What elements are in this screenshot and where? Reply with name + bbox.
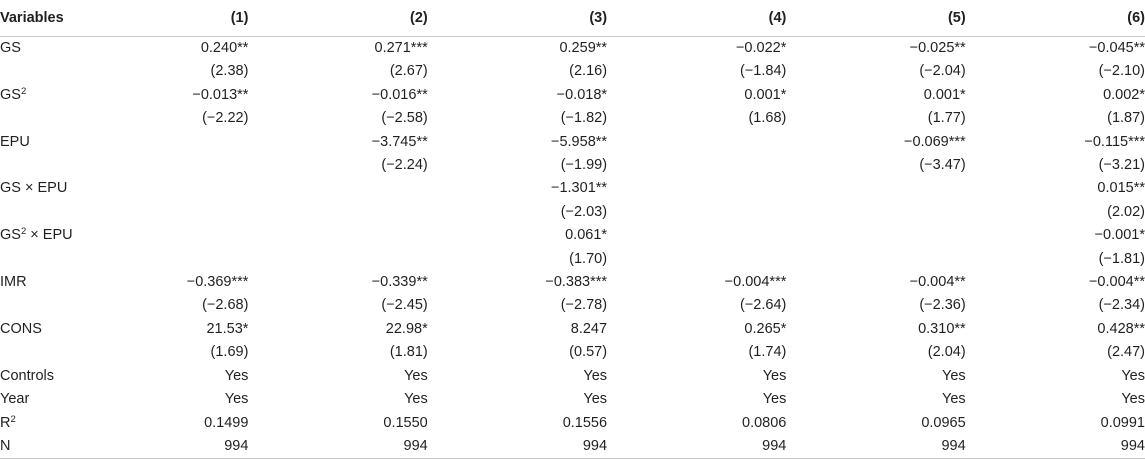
table-cell-model-6: 0.002* <box>1103 86 1145 103</box>
row-label <box>0 154 140 177</box>
table-cell-model-4: 0.0806 <box>742 414 787 431</box>
table-cell-model-5: −0.069*** <box>903 133 966 150</box>
table-cell-model-4 <box>607 224 786 247</box>
table-cell-model-2: Yes <box>404 391 428 408</box>
table-cell-model-3: (−1.82) <box>560 110 608 127</box>
table-cell-model-4 <box>607 177 786 200</box>
table-cell-model-5: −0.025** <box>909 40 966 56</box>
column-header-model-5: (5) <box>786 0 965 37</box>
table-cell-model-6: 994 <box>966 435 1145 459</box>
table-cell-model-1 <box>140 224 248 247</box>
table-cell-model-1: (1.69) <box>210 344 249 361</box>
table-cell-model-4: Yes <box>762 391 787 408</box>
table-header <box>0 0 1145 37</box>
row-label-text: N <box>0 437 11 454</box>
table-cell-model-4 <box>607 131 786 154</box>
table-cell-model-1 <box>140 131 248 154</box>
column-header-model-4: (4) <box>607 0 786 37</box>
table-cell-model-1: (−2.68) <box>202 297 249 314</box>
table-row <box>0 435 1145 459</box>
table-cell-model-4: Yes <box>762 367 787 384</box>
table-cell-model-3: 8.247 <box>570 320 608 337</box>
row-label <box>0 435 140 459</box>
table-cell-model-3: Yes <box>583 367 608 384</box>
table-cell-model-3: (−1.99) <box>560 157 608 174</box>
table-cell-model-2: (−2.58) <box>381 110 428 127</box>
row-label-superscript: 2 <box>20 85 27 97</box>
table-row <box>0 412 1145 435</box>
table-row <box>0 84 1145 107</box>
table-row <box>0 37 1145 61</box>
table-cell-model-4: (1.74) <box>748 344 787 361</box>
table-cell-model-2: 22.98* <box>385 320 428 337</box>
row-label <box>0 107 140 130</box>
table-cell-model-1: 21.53* <box>206 320 249 337</box>
column-header-variables: Variables <box>0 0 140 37</box>
table-row <box>0 341 1145 364</box>
table-cell-model-5: (2.04) <box>927 344 966 361</box>
column-header-model-1: (1) <box>140 0 248 37</box>
row-label <box>0 201 140 224</box>
table-cell-model-3: 0.061* <box>565 227 608 244</box>
table-row <box>0 177 1145 200</box>
table-cell-model-5 <box>786 224 965 247</box>
row-label <box>0 271 140 294</box>
row-label <box>0 84 140 107</box>
row-label <box>0 318 140 341</box>
table-cell-model-4: (−2.64) <box>740 297 787 314</box>
table-cell-model-1: 0.1499 <box>204 414 249 431</box>
row-label-superscript: 2 <box>10 413 16 425</box>
table-cell-model-1 <box>140 154 248 177</box>
table-cell-model-5: 0.001* <box>923 86 966 103</box>
table-cell-model-3: 0.1556 <box>562 414 608 431</box>
table-cell-model-6: −0.115*** <box>1084 133 1145 150</box>
table-cell-model-5 <box>786 201 965 224</box>
table-cell-model-6: 0.015** <box>1097 180 1145 197</box>
table-cell-model-6: (−2.10) <box>1098 63 1145 80</box>
table-row <box>0 388 1145 411</box>
row-label-text: EPU <box>0 133 30 150</box>
table-cell-model-5: 994 <box>786 435 965 459</box>
row-label <box>0 412 140 435</box>
row-label-text: CONS <box>0 320 42 337</box>
table-cell-model-5: −0.004** <box>909 274 966 291</box>
row-label-text: GS <box>0 86 21 103</box>
row-label-text: GS <box>0 227 21 244</box>
column-header-model-6: (6) <box>966 0 1145 37</box>
table-cell-model-2: −0.016** <box>371 86 428 103</box>
table-cell-model-6: −0.001* <box>1094 227 1145 244</box>
table-cell-model-3: (2.16) <box>569 63 608 80</box>
table-cell-model-1: (2.38) <box>210 63 249 80</box>
table-cell-model-5: (−2.36) <box>919 297 966 314</box>
table-row <box>0 294 1145 317</box>
table-row <box>0 224 1145 247</box>
table-cell-model-5: Yes <box>942 391 966 408</box>
table-cell-model-4: (1.68) <box>748 110 787 127</box>
table-row <box>0 271 1145 294</box>
table-row <box>0 201 1145 224</box>
table-cell-model-5: (1.77) <box>927 110 966 127</box>
row-label <box>0 388 140 411</box>
table-cell-model-3: (0.57) <box>569 344 608 361</box>
table-row <box>0 318 1145 341</box>
row-label-tail: × EPU <box>26 227 73 244</box>
table-row <box>0 60 1145 83</box>
table-row <box>0 131 1145 154</box>
table-cell-model-1 <box>140 248 248 271</box>
table-cell-model-2: −0.339** <box>371 274 428 291</box>
table-cell-model-3: −0.383*** <box>545 274 608 291</box>
row-label <box>0 248 140 271</box>
table-cell-model-4 <box>607 248 786 271</box>
row-label <box>0 224 140 247</box>
table-cell-model-6: 0.428** <box>1097 320 1145 337</box>
row-label <box>0 60 140 83</box>
table-cell-model-2: 0.1550 <box>383 414 428 431</box>
table-row <box>0 248 1145 271</box>
table-cell-model-3: Yes <box>583 391 608 408</box>
table-cell-model-4: −0.004*** <box>724 274 787 291</box>
table-cell-model-5 <box>786 177 965 200</box>
table-cell-model-1: 0.240** <box>200 40 249 56</box>
table-cell-model-4: 0.001* <box>744 86 787 103</box>
table-cell-model-4 <box>607 201 786 224</box>
row-label <box>0 177 140 200</box>
row-label-text: Year <box>0 391 30 408</box>
table-cell-model-6: (−2.34) <box>1098 297 1145 314</box>
column-header-model-3: (3) <box>428 0 607 37</box>
row-label-text: R <box>0 414 11 431</box>
table-cell-model-2 <box>248 177 427 200</box>
table-cell-model-3: (−2.03) <box>560 203 608 220</box>
table-cell-model-3: −1.301** <box>551 180 608 197</box>
table-cell-model-1: 994 <box>140 435 248 459</box>
table-cell-model-1 <box>140 201 248 224</box>
table-cell-model-3: (−2.78) <box>560 297 608 314</box>
table-cell-model-1 <box>140 177 248 200</box>
table-cell-model-1: −0.013** <box>192 86 249 103</box>
table-body <box>0 37 1145 459</box>
table-cell-model-6: (−1.81) <box>1098 250 1145 267</box>
table-cell-model-2 <box>248 201 427 224</box>
table-cell-model-2: 994 <box>248 435 427 459</box>
table-cell-model-6: (−3.21) <box>1098 157 1145 174</box>
table-cell-model-4: 0.265* <box>744 320 787 337</box>
table-cell-model-5: (−2.04) <box>919 63 966 80</box>
row-label <box>0 294 140 317</box>
table-cell-model-1: Yes <box>224 367 249 384</box>
table-cell-model-3: 994 <box>428 435 607 459</box>
table-cell-model-5: 0.0965 <box>921 414 966 431</box>
table-cell-model-2 <box>248 224 427 247</box>
row-label-text: IMR <box>0 274 27 291</box>
row-label-text: Controls <box>0 367 54 384</box>
table-cell-model-2: (2.67) <box>389 63 428 80</box>
table-cell-model-3: 0.259** <box>559 40 608 56</box>
table-cell-model-2: (−2.45) <box>381 297 428 314</box>
table-row <box>0 154 1145 177</box>
table-cell-model-6: −0.045** <box>1088 40 1145 56</box>
row-label <box>0 341 140 364</box>
table-cell-model-5: 0.310** <box>918 320 966 337</box>
table-cell-model-2: (−2.24) <box>381 157 428 174</box>
table-cell-model-2: Yes <box>404 367 428 384</box>
table-cell-model-4: (−1.84) <box>740 63 787 80</box>
table-cell-model-4: −0.022* <box>735 40 787 56</box>
column-header-model-2: (2) <box>248 0 427 37</box>
table-cell-model-2: −3.745** <box>371 133 428 150</box>
table-cell-model-1: (−2.22) <box>202 110 249 127</box>
table-cell-model-3: (1.70) <box>569 250 608 267</box>
table-cell-model-5: Yes <box>942 367 966 384</box>
header-row <box>0 0 1145 37</box>
table-cell-model-1: −0.369*** <box>186 274 249 291</box>
row-label-text: GS × EPU <box>0 180 68 197</box>
table-cell-model-6: 0.0991 <box>1100 414 1145 431</box>
table-cell-model-6: −0.004** <box>1088 274 1145 291</box>
table-cell-model-6: Yes <box>1121 367 1145 384</box>
table-cell-model-4: 994 <box>607 435 786 459</box>
row-label-superscript: 2 <box>20 226 27 238</box>
row-label <box>0 365 140 388</box>
row-label <box>0 131 140 154</box>
table-cell-model-3: −0.018* <box>556 86 608 103</box>
table-cell-model-1: Yes <box>224 391 249 408</box>
table-cell-model-6: (2.47) <box>1107 344 1145 361</box>
table-cell-model-3: −5.958** <box>551 133 608 150</box>
table-cell-model-5 <box>786 248 965 271</box>
table-cell-model-4 <box>607 154 786 177</box>
row-label-text: GS <box>0 40 21 56</box>
table-cell-model-6: (1.87) <box>1107 110 1145 127</box>
row-label <box>0 37 140 61</box>
table-cell-model-6: (2.02) <box>1107 203 1145 220</box>
table-cell-model-2: 0.271*** <box>374 40 428 56</box>
table-row <box>0 107 1145 130</box>
table-cell-model-2: (1.81) <box>389 344 428 361</box>
table-cell-model-2 <box>248 248 427 271</box>
table-cell-model-6: Yes <box>1121 391 1145 408</box>
table-row <box>0 365 1145 388</box>
table-cell-model-5: (−3.47) <box>919 157 966 174</box>
